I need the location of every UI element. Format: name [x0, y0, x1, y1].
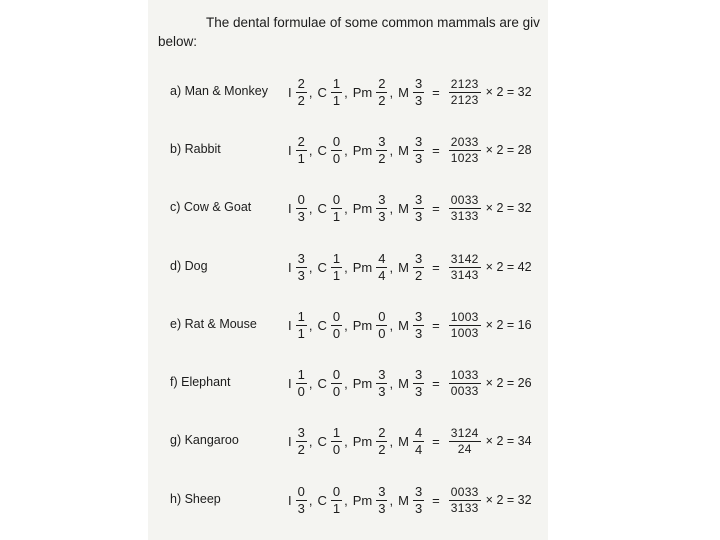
incisor-fraction-denominator: 3 — [297, 208, 305, 224]
premolar-fraction-numerator: 3 — [378, 191, 386, 207]
canine-fraction — [331, 135, 342, 165]
premolar-fraction — [376, 485, 387, 515]
molar-fraction-numerator: 3 — [414, 483, 423, 499]
premolar-fraction-numerator: 2 — [378, 75, 386, 91]
total-teeth-count: × 2 = 26 — [485, 376, 532, 390]
separator: , — [344, 433, 348, 449]
incisor-fraction — [296, 135, 307, 165]
total-fraction — [449, 78, 481, 106]
molar-fraction-denominator: 3 — [414, 92, 423, 108]
formula-row — [148, 361, 548, 405]
separator: , — [389, 317, 394, 333]
incisor-fraction-denominator: 3 — [297, 500, 305, 516]
molar-fraction-numerator: 3 — [414, 366, 423, 382]
equals-sign: = — [432, 200, 440, 216]
molar-fraction-denominator: 4 — [414, 441, 423, 457]
total-fraction-numerator: 1033 — [450, 367, 479, 382]
canine-fraction-denominator: 1 — [332, 208, 341, 224]
incisor-fraction-denominator: 1 — [297, 150, 305, 166]
canine-fraction — [331, 193, 342, 223]
incisor-label: I — [288, 84, 292, 100]
scanned-page — [148, 0, 548, 540]
molar-fraction — [413, 135, 424, 165]
molar-fraction-denominator: 3 — [414, 150, 423, 166]
total-fraction — [449, 311, 481, 339]
intro-line-2: below: — [158, 34, 198, 49]
molar-fraction — [413, 252, 424, 282]
total-fraction — [449, 486, 481, 514]
canine-fraction-numerator: 0 — [332, 191, 341, 207]
total-teeth-count: × 2 = 34 — [485, 434, 532, 448]
incisor-label: I — [288, 200, 292, 216]
incisor-fraction — [296, 426, 307, 456]
canine-fraction — [331, 310, 342, 340]
canine-fraction-numerator: 0 — [332, 483, 341, 499]
premolar-fraction-denominator: 4 — [378, 267, 386, 283]
separator: , — [308, 259, 313, 275]
premolar-fraction — [376, 77, 387, 107]
dental-formula — [286, 245, 532, 289]
total-fraction-denominator: 2123 — [450, 92, 479, 107]
premolar-fraction-denominator: 2 — [378, 150, 386, 166]
canine-label: C — [317, 200, 327, 216]
equals-sign: = — [432, 433, 440, 449]
total-fraction-denominator: 1023 — [450, 150, 479, 165]
premolar-fraction-denominator: 2 — [378, 92, 386, 108]
separator: , — [308, 84, 313, 100]
molar-fraction-numerator: 3 — [414, 250, 423, 266]
separator: , — [389, 375, 394, 391]
separator: , — [308, 142, 313, 158]
incisor-label: I — [288, 492, 292, 508]
formula-row — [148, 303, 548, 347]
separator: , — [308, 375, 313, 391]
canine-fraction — [331, 77, 342, 107]
premolar-fraction — [376, 368, 387, 398]
total-fraction-denominator: 24 — [457, 441, 472, 456]
total-fraction-denominator: 3133 — [450, 208, 479, 223]
molar-label: M — [398, 142, 409, 158]
molar-fraction-denominator: 3 — [414, 325, 423, 341]
incisor-label: I — [288, 142, 292, 158]
canine-label: C — [317, 317, 327, 333]
premolar-fraction-numerator: 3 — [378, 366, 386, 382]
animal-name: b) Rabbit — [170, 142, 221, 156]
separator: , — [389, 259, 394, 275]
separator: , — [344, 317, 348, 333]
premolar-fraction — [376, 426, 387, 456]
molar-label: M — [398, 375, 409, 391]
incisor-label: I — [288, 375, 292, 391]
premolar-fraction-numerator: 4 — [378, 250, 386, 266]
formula-row — [148, 478, 548, 522]
molar-fraction — [413, 485, 424, 515]
dental-formula — [286, 186, 532, 230]
premolar-label: Pm — [352, 84, 373, 100]
animal-name: c) Cow & Goat — [170, 200, 252, 214]
separator: , — [344, 200, 348, 216]
incisor-label: I — [288, 317, 292, 333]
total-fraction — [449, 369, 481, 397]
dental-formula — [286, 303, 532, 347]
canine-fraction-numerator: 1 — [332, 250, 341, 266]
total-fraction-numerator: 2123 — [450, 76, 479, 91]
dental-formula — [286, 419, 532, 463]
premolar-fraction — [376, 310, 387, 340]
separator: , — [389, 84, 394, 100]
premolar-fraction — [376, 252, 387, 282]
incisor-fraction-numerator: 3 — [297, 424, 305, 440]
premolar-fraction-numerator: 2 — [378, 424, 386, 440]
incisor-fraction-numerator: 0 — [297, 191, 305, 207]
incisor-fraction — [296, 368, 307, 398]
premolar-fraction-denominator: 3 — [378, 500, 386, 516]
separator: , — [389, 200, 394, 216]
separator: , — [308, 492, 313, 508]
canine-fraction-numerator: 0 — [332, 133, 341, 149]
incisor-fraction-numerator: 2 — [297, 75, 305, 91]
separator: , — [389, 492, 394, 508]
canine-fraction-numerator: 1 — [332, 75, 341, 91]
molar-fraction — [413, 368, 424, 398]
premolar-label: Pm — [352, 259, 373, 275]
animal-name: a) Man & Monkey — [170, 84, 268, 98]
separator: , — [344, 492, 348, 508]
canine-label: C — [317, 84, 327, 100]
dental-formula — [286, 70, 532, 114]
molar-fraction-numerator: 4 — [414, 424, 423, 440]
canine-label: C — [317, 259, 327, 275]
total-teeth-count: × 2 = 42 — [485, 260, 532, 274]
canine-fraction-denominator: 0 — [332, 441, 341, 457]
canine-fraction — [331, 252, 342, 282]
molar-label: M — [398, 200, 409, 216]
canine-fraction — [331, 368, 342, 398]
molar-fraction-denominator: 3 — [414, 383, 423, 399]
separator: , — [308, 433, 313, 449]
animal-name: d) Dog — [170, 259, 208, 273]
incisor-fraction — [296, 193, 307, 223]
animal-name: g) Kangaroo — [170, 433, 239, 447]
dental-formula — [286, 361, 532, 405]
molar-fraction-numerator: 3 — [414, 308, 423, 324]
incisor-fraction-numerator: 1 — [297, 308, 305, 324]
total-fraction-denominator: 0033 — [450, 383, 479, 398]
molar-label: M — [398, 84, 409, 100]
separator: , — [389, 433, 394, 449]
separator: , — [344, 259, 348, 275]
premolar-fraction — [376, 135, 387, 165]
incisor-fraction-numerator: 2 — [297, 133, 305, 149]
molar-fraction — [413, 310, 424, 340]
animal-name: e) Rat & Mouse — [170, 317, 257, 331]
separator: , — [344, 142, 348, 158]
incisor-label: I — [288, 259, 292, 275]
total-fraction-numerator: 1003 — [450, 309, 479, 324]
separator: , — [344, 375, 348, 391]
separator: , — [308, 200, 313, 216]
total-teeth-count: × 2 = 32 — [485, 85, 532, 99]
incisor-fraction-denominator: 2 — [297, 441, 305, 457]
molar-fraction — [413, 426, 424, 456]
molar-fraction — [413, 77, 424, 107]
canine-label: C — [317, 433, 327, 449]
canine-fraction-denominator: 0 — [332, 150, 341, 166]
formula-row — [148, 245, 548, 289]
premolar-fraction-numerator: 3 — [378, 133, 386, 149]
total-fraction — [449, 194, 481, 222]
total-fraction-numerator: 0033 — [450, 192, 479, 207]
premolar-label: Pm — [352, 433, 373, 449]
total-fraction-denominator: 3133 — [450, 500, 479, 515]
separator: , — [308, 317, 313, 333]
incisor-fraction-denominator: 2 — [297, 92, 305, 108]
incisor-fraction-denominator: 1 — [297, 325, 305, 341]
separator: , — [344, 84, 348, 100]
premolar-label: Pm — [352, 142, 373, 158]
canine-label: C — [317, 142, 327, 158]
total-fraction-numerator: 0033 — [450, 484, 479, 499]
total-teeth-count: × 2 = 16 — [485, 318, 532, 332]
molar-label: M — [398, 492, 409, 508]
total-teeth-count: × 2 = 28 — [485, 143, 532, 157]
canine-fraction-numerator: 0 — [332, 308, 341, 324]
canine-fraction — [331, 485, 342, 515]
canine-label: C — [317, 375, 327, 391]
molar-fraction — [413, 193, 424, 223]
incisor-fraction-numerator: 1 — [297, 366, 305, 382]
molar-label: M — [398, 317, 409, 333]
premolar-fraction-numerator: 3 — [378, 483, 386, 499]
premolar-label: Pm — [352, 317, 373, 333]
molar-fraction-numerator: 3 — [414, 191, 423, 207]
total-teeth-count: × 2 = 32 — [485, 201, 532, 215]
incisor-fraction — [296, 485, 307, 515]
total-fraction-numerator: 3142 — [450, 251, 479, 266]
total-teeth-count: × 2 = 32 — [485, 493, 532, 507]
equals-sign: = — [432, 84, 440, 100]
molar-fraction-denominator: 3 — [414, 208, 423, 224]
total-fraction — [449, 427, 481, 455]
canine-fraction-denominator: 1 — [332, 267, 341, 283]
animal-name: f) Elephant — [170, 375, 231, 389]
premolar-fraction-numerator: 0 — [378, 308, 386, 324]
equals-sign: = — [432, 375, 440, 391]
equals-sign: = — [432, 317, 440, 333]
total-fraction — [449, 136, 481, 164]
canine-label: C — [317, 492, 327, 508]
molar-label: M — [398, 259, 409, 275]
canine-fraction-numerator: 1 — [332, 424, 341, 440]
total-fraction-denominator: 1003 — [450, 325, 479, 340]
incisor-label: I — [288, 433, 292, 449]
premolar-fraction-denominator: 0 — [378, 325, 386, 341]
molar-label: M — [398, 433, 409, 449]
molar-fraction-denominator: 2 — [414, 267, 423, 283]
premolar-label: Pm — [352, 200, 373, 216]
canine-fraction-denominator: 1 — [332, 500, 341, 516]
molar-fraction-numerator: 3 — [414, 75, 423, 91]
incisor-fraction-numerator: 0 — [297, 483, 305, 499]
intro-line-1: The dental formulae of some common mammals are giv — [206, 15, 540, 30]
equals-sign: = — [432, 259, 440, 275]
premolar-label: Pm — [352, 375, 373, 391]
dental-formula — [286, 478, 532, 522]
incisor-fraction-denominator: 3 — [297, 267, 305, 283]
incisor-fraction — [296, 252, 307, 282]
formula-row — [148, 186, 548, 230]
incisor-fraction — [296, 77, 307, 107]
total-fraction-numerator: 3124 — [450, 425, 479, 440]
equals-sign: = — [432, 142, 440, 158]
total-fraction — [449, 253, 481, 281]
formula-row — [148, 70, 548, 114]
canine-fraction — [331, 426, 342, 456]
canine-fraction-denominator: 0 — [332, 383, 341, 399]
premolar-fraction — [376, 193, 387, 223]
dental-formula — [286, 128, 532, 172]
molar-fraction-numerator: 3 — [414, 133, 423, 149]
incisor-fraction-numerator: 3 — [297, 250, 305, 266]
formula-row — [148, 128, 548, 172]
total-fraction-numerator: 2033 — [450, 134, 479, 149]
total-fraction-denominator: 3143 — [450, 267, 479, 282]
premolar-label: Pm — [352, 492, 373, 508]
premolar-fraction-denominator: 3 — [378, 208, 386, 224]
formula-row — [148, 419, 548, 463]
premolar-fraction-denominator: 3 — [378, 383, 386, 399]
animal-name: h) Sheep — [170, 492, 221, 506]
canine-fraction-denominator: 0 — [332, 325, 341, 341]
separator: , — [389, 142, 394, 158]
canine-fraction-denominator: 1 — [332, 92, 341, 108]
premolar-fraction-denominator: 2 — [378, 441, 386, 457]
canine-fraction-numerator: 0 — [332, 366, 341, 382]
incisor-fraction-denominator: 0 — [297, 383, 305, 399]
molar-fraction-denominator: 3 — [414, 500, 423, 516]
incisor-fraction — [296, 310, 307, 340]
equals-sign: = — [432, 492, 440, 508]
